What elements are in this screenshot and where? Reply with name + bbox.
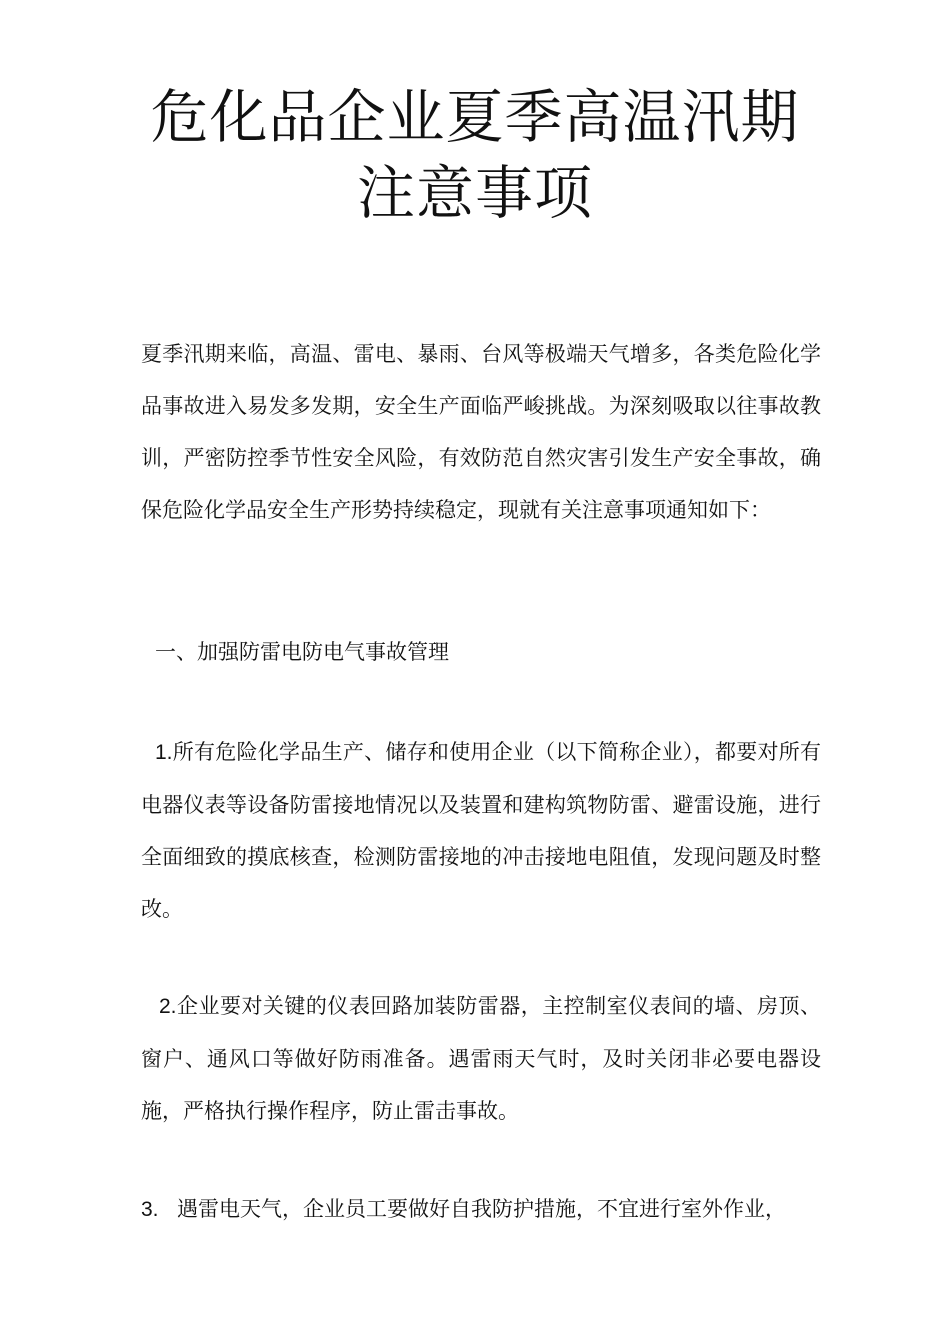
list-item-1-text: 所有危险化学品生产、储存和使用企业（以下简称企业），都要对所有电器仪表等设备防雷接地情况以及装置和建构筑物防雷、避雷设施，进行全面细致的摸底核查，检测防雷接地的冲击接地电阻值，发现问题及时整改。 — [141, 740, 821, 921]
list-item-3-number: 3. — [141, 1198, 159, 1221]
document-title-line-2: 注意事项 — [356, 159, 593, 227]
list-item-2-text: 企业要对关键的仪表回路加装防雷器，主控制室仪表间的墙、房顶、窗户、通风口等做好防雨准备。遇雷雨天气时，及时关闭非必要电器设施，严格执行操作程序，防止雷击事故。 — [141, 994, 821, 1123]
list-item-2 — [141, 980, 821, 1137]
list-item-3-text: 遇雷电天气，企业员工要做好自我防护措施，不宜进行室外作业， — [177, 1197, 786, 1221]
document-title-line-1: 危化品企业夏季高温汛期 — [150, 83, 800, 151]
intro-paragraph: 夏季汛期来临，高温、雷电、暴雨、台风等极端天气增多，各类危险化学品事故进入易发多发期，安全生产面临严峻挑战。为深刻吸取以往事故教训，严密防控季节性安全风险，有效防范自然灾害引发生产安全事故，确保危险化学品安全生产形势持续稳定，现就有关注意事项通知如下： — [141, 342, 821, 522]
section-heading-1: 一、加强防雷电防电气事故管理 — [155, 640, 449, 664]
list-item-2-number: 2. — [159, 995, 177, 1018]
list-item-1 — [141, 726, 821, 935]
list-item-3 — [141, 1183, 821, 1236]
list-item-1-number: 1. — [155, 741, 173, 764]
